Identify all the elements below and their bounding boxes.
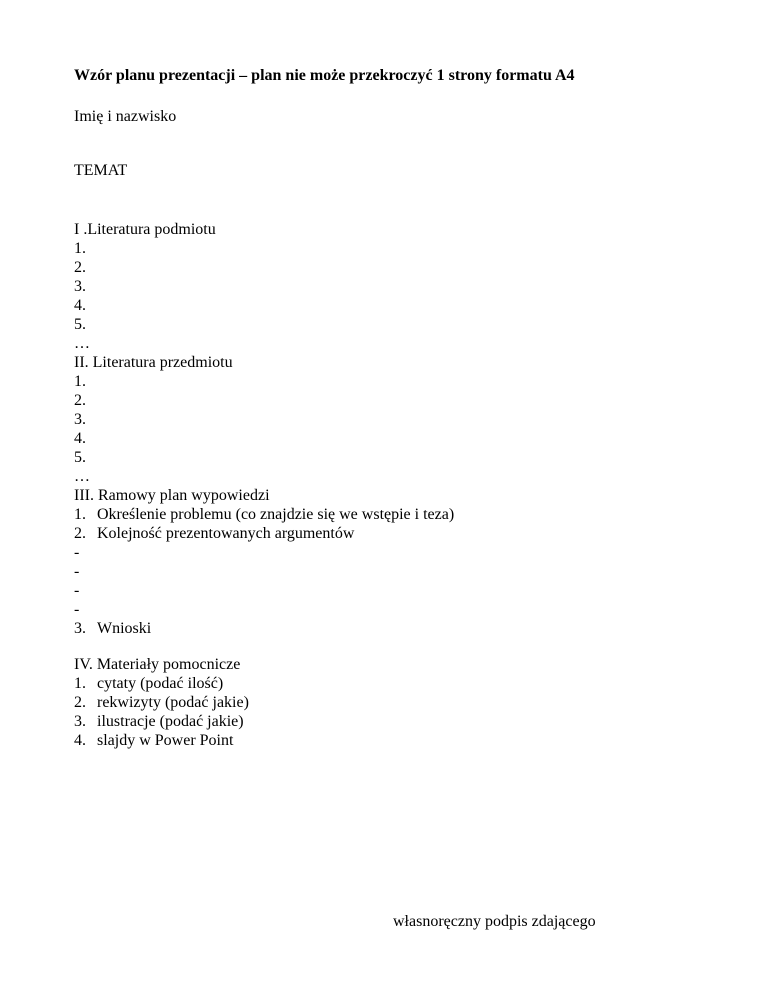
section-1-item: 4. — [74, 297, 86, 314]
list-number: 4. — [74, 732, 86, 749]
list-text: slajdy w Power Point — [97, 732, 234, 749]
section-2-item: 1. — [74, 373, 86, 390]
list-text: Kolejność prezentowanych argumentów — [97, 525, 355, 542]
list-text: cytaty (podać ilość) — [97, 675, 224, 692]
list-number: 2. — [74, 525, 86, 542]
section-3-heading: III. Ramowy plan wypowiedzi — [74, 487, 270, 504]
dash-line: - — [74, 582, 80, 599]
section-4-item-1 — [74, 675, 223, 693]
dash-line: - — [74, 563, 80, 580]
list-number: 3. — [74, 713, 86, 730]
list-number: 1. — [74, 675, 86, 692]
list-text: rekwizyty (podać jakie) — [97, 694, 249, 711]
list-text: Określenie problemu (co znajdzie się we wstępie i teza) — [97, 506, 455, 523]
section-1-item: 2. — [74, 259, 86, 276]
name-label: Imię i nazwisko — [74, 108, 177, 125]
section-2-item: 4. — [74, 430, 86, 447]
section-1-item: 1. — [74, 240, 86, 257]
section-1-heading: I .Literatura podmiotu — [74, 221, 216, 238]
section-1-item: 3. — [74, 278, 86, 295]
section-4-item-2 — [74, 694, 249, 712]
list-number: 2. — [74, 694, 86, 711]
section-4-item-4 — [74, 732, 233, 750]
section-2-heading: II. Literatura przedmiotu — [74, 354, 233, 371]
dash-line: - — [74, 601, 80, 618]
topic-label: TEMAT — [74, 162, 128, 179]
list-number: 3. — [74, 620, 86, 637]
document-title: Wzór planu prezentacji – plan nie może przekroczyć 1 strony formatu A4 — [74, 67, 575, 84]
section-2-item: 5. — [74, 449, 86, 466]
list-text: ilustracje (podać jakie) — [97, 713, 244, 730]
list-text: Wnioski — [97, 620, 152, 637]
section-2-item: 3. — [74, 411, 86, 428]
section-1-item: 5. — [74, 316, 86, 333]
section-2-ellipsis: … — [74, 468, 90, 485]
section-4-heading: IV. Materiały pomocnicze — [74, 656, 241, 673]
section-3-item-1 — [74, 506, 454, 524]
section-2-item: 2. — [74, 392, 86, 409]
section-1-ellipsis: … — [74, 335, 90, 352]
section-3-item-3 — [74, 620, 151, 638]
list-number: 1. — [74, 506, 86, 523]
section-3-item-2 — [74, 525, 354, 543]
signature-label: własnoręczny podpis zdającego — [393, 913, 596, 930]
dash-line: - — [74, 544, 80, 561]
section-4-item-3 — [74, 713, 244, 731]
